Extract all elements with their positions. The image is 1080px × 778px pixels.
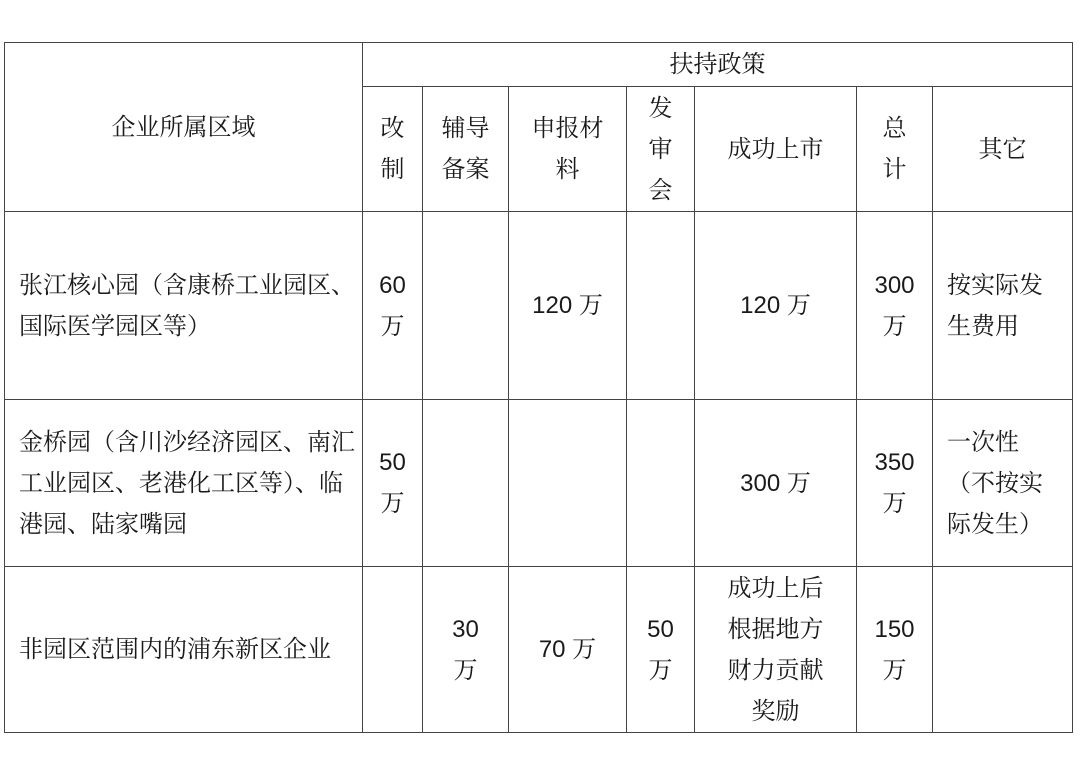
fudao-cell	[423, 212, 509, 400]
region-cell: 金桥园（含川沙经济园区、南汇工业园区、老港化工区等）、临港园、陆家嘴园	[5, 400, 363, 567]
qita-cell	[933, 567, 1073, 733]
table-row	[5, 400, 1073, 567]
gaizhi-cell: 50万	[363, 400, 423, 567]
zongji-cell: 150万	[857, 567, 933, 733]
qita-cell: 按实际发生费用	[933, 212, 1073, 400]
region-cell: 非园区范围内的浦东新区企业	[5, 567, 363, 733]
fashen-cell: 50万	[627, 567, 695, 733]
col-header-gaizhi: 改制	[363, 87, 423, 212]
gaizhi-cell	[363, 567, 423, 733]
region-cell: 张江核心园（含康桥工业园区、国际医学园区等）	[5, 212, 363, 400]
fashen-cell	[627, 400, 695, 567]
col-header-fudao: 辅导备案	[423, 87, 509, 212]
col-header-shenbao: 申报材料	[509, 87, 627, 212]
region-header	[5, 43, 363, 212]
shangshi-cell: 成功上后根据地方财力贡献奖励	[695, 567, 857, 733]
col-header-qita: 其它	[933, 87, 1073, 212]
policy-group-header	[363, 43, 1073, 87]
col-header-zongji: 总计	[857, 87, 933, 212]
col-header-shangshi: 成功上市	[695, 87, 857, 212]
qita-cell: 一次性（不按实际发生）	[933, 400, 1073, 567]
shenbao-cell: 120 万	[509, 212, 627, 400]
gaizhi-cell: 60万	[363, 212, 423, 400]
region-header-label: 企业所属区域	[111, 112, 256, 141]
shangshi-cell: 120 万	[695, 212, 857, 400]
fudao-cell	[423, 400, 509, 567]
table-row	[5, 212, 1073, 400]
policy-group-label: 扶持政策	[669, 50, 766, 78]
table-row	[5, 567, 1073, 733]
fudao-cell: 30万	[423, 567, 509, 733]
col-header-fashen: 发审会	[627, 87, 695, 212]
policy-table	[4, 42, 1073, 733]
shangshi-cell: 300 万	[695, 400, 857, 567]
zongji-cell: 350万	[857, 400, 933, 567]
zongji-cell: 300万	[857, 212, 933, 400]
shenbao-cell	[509, 400, 627, 567]
shenbao-cell: 70 万	[509, 567, 627, 733]
fashen-cell	[627, 212, 695, 400]
